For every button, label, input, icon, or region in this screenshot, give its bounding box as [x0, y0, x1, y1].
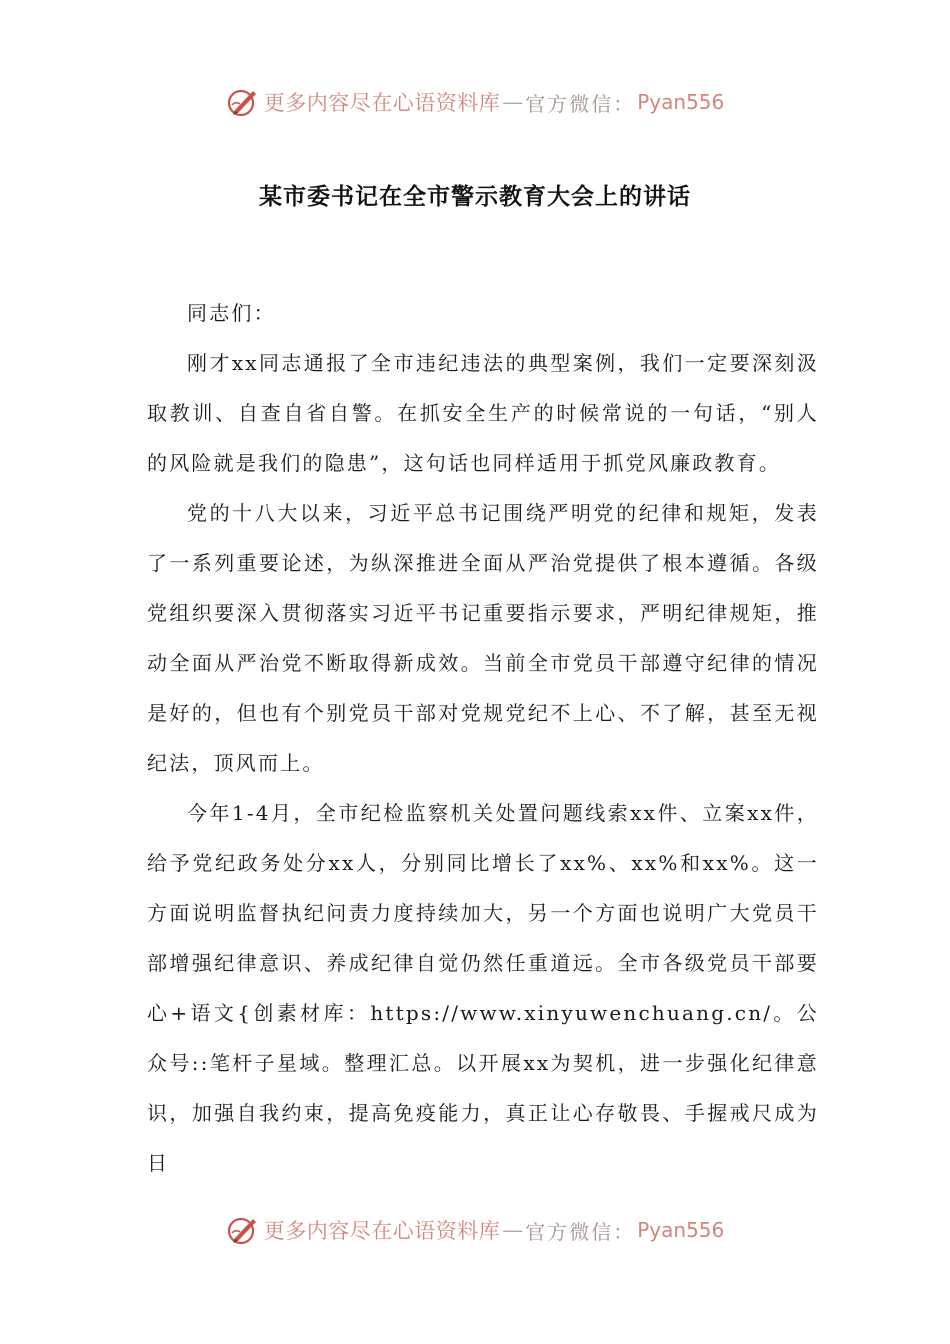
salutation-paragraph: 同志们： — [187, 301, 276, 325]
banner-text: 更多内容尽在心语资料库 — [263, 91, 501, 115]
banner-wechat-id: Pyan556 — [637, 90, 725, 114]
footer-watermark-banner — [0, 1210, 950, 1250]
banner-separator: — — [502, 90, 524, 114]
banner-separator: — — [502, 1218, 524, 1242]
body-paragraph: 刚才xx同志通报了全市违纪违法的典型案例，我们一定要深刻汲取教训、自查自省自警。在抓安全生产的时候常说的一句话，“别人的风险就是我们的隐患”，这句话也同样适用于抓党风廉政教育。 — [147, 351, 819, 475]
banner-official-label: 官方微信： — [525, 91, 636, 116]
body-paragraph: 今年1-4月，全市纪检监察机关处置问题线索xx件、立案xx件，给予党纪政务处分xx人，分别同比增长了xx%、xx%和xx%。这一方面说明监督执纪问责力度持续加大，另一个方面也说明广大党员干部增强纪律意识、养成纪律自觉仍然任重道远。全市各级党员干部要心+语文{创素材库：https://www.xinyuwenchuang.cn/。公众号::笔杆子星域。整理汇总。以开展xx为契机，进一步强化纪律意识，加强自我约束，提高免疫能力，真正让心存敬畏、手握戒尺成为日 — [147, 801, 819, 1175]
document-title: 某市委书记在全市警示教育大会上的讲话 — [259, 184, 691, 210]
banner-text: 更多内容尽在心语资料库 — [263, 1219, 501, 1243]
banner-wechat-id: Pyan556 — [637, 1218, 725, 1242]
document-body — [147, 288, 819, 1188]
pen-in-circle-icon — [226, 1213, 260, 1247]
banner-official-label: 官方微信： — [525, 1219, 636, 1244]
body-paragraph: 党的十八大以来，习近平总书记围绕严明党的纪律和规矩，发表了一系列重要论述，为纵深推进全面从严治党提供了根本遵循。各级党组织要深入贯彻落实习近平书记重要指示要求，严明纪律规矩，推动全面从严治党不断取得新成效。当前全市党员干部遵守纪律的情况是好的，但也有个别党员干部对党规党纪不上心、不了解，甚至无视纪法，顶风而上。 — [147, 501, 819, 775]
pen-in-circle-icon — [226, 85, 260, 119]
header-watermark-banner — [0, 82, 950, 122]
